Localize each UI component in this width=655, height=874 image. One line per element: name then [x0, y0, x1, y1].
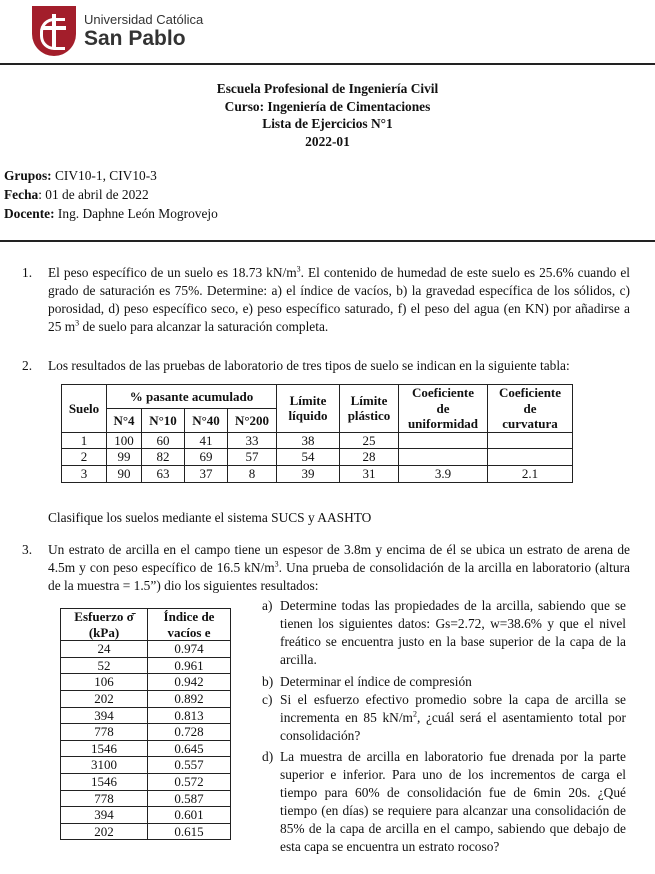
date-label: Fecha	[4, 186, 39, 202]
header-ll: Límite líquido	[277, 385, 340, 433]
divider	[0, 240, 655, 242]
problem-text: Los resultados de las pruebas de laboratorio de tres tipos de suelo se indican en la siguiente tabla:	[48, 358, 570, 373]
groups-value: CIV10-1, CIV10-3	[51, 168, 157, 183]
list-title: Lista de Ejercicios N°1	[262, 116, 393, 132]
subquestion-b: b) Determinar el índice de compresión	[262, 674, 472, 689]
groups-label: Grupos:	[4, 168, 52, 183]
subquestion-a: a) Determine todas las propiedades de la arcilla, sabiendo que se tienen los siguientes datos: Gs=2.72, w=38.6% y que el nivel freático se encuentra justo en la base superior de la capa de la arcilla.	[262, 598, 626, 668]
table-row: 778 0.587	[61, 790, 231, 807]
problem-number: 3.	[22, 542, 33, 557]
divider	[0, 63, 655, 65]
document-header	[0, 80, 655, 151]
table-row: 202 0.615	[61, 823, 231, 840]
table-row: 3 90 63 37 8 39 31 3.9 2.1	[62, 465, 573, 482]
header-cc: Coeficiente de curvatura	[488, 385, 573, 433]
logo-line2: San Pablo	[84, 26, 186, 50]
shield-cross-icon	[32, 6, 76, 56]
period: 2022-01	[305, 134, 350, 150]
logo-line1: Universidad Católica	[84, 12, 204, 28]
consolidation-table	[60, 608, 231, 840]
table-row: 52 0.961	[61, 657, 231, 674]
problem-number: 2.	[22, 358, 33, 373]
problem-3	[22, 541, 630, 595]
table-row: 394 0.601	[61, 807, 231, 824]
table-row: 202 0.892	[61, 690, 231, 707]
table-row: 394 0.813	[61, 707, 231, 724]
date-value: : 01 de abril de 2022	[38, 186, 149, 202]
school-title: Escuela Profesional de Ingeniería Civil	[216, 81, 439, 96]
header-n10: N°10	[142, 408, 185, 432]
problem-1	[22, 264, 630, 336]
soil-results-table	[61, 384, 573, 483]
teacher-label: Docente:	[4, 205, 55, 221]
header-n4: N°4	[107, 408, 142, 432]
table-row: 1546 0.645	[61, 740, 231, 757]
problem-2	[22, 357, 630, 375]
table-row: 778 0.728	[61, 724, 231, 741]
header-void-ratio: Índice de vacíos e	[148, 609, 231, 641]
subquestion-c: c) Si el esfuerzo efectivo promedio sobre la capa de arcilla se incrementa en 85 $kN/m^2$, ¿cuál será el asentamiento total por consolidación?	[262, 692, 626, 744]
document-meta	[4, 167, 218, 223]
problem-text: Un estrato de arcilla en el campo tiene un espesor de 3.8m y encima de él se ubica un estrato de arena de 4.5m y con peso específico de 16.5 $kN/m^3$. Una prueba de consolidación de la arcilla en laboratorio (altura de la muestra = 1.5”) dio los siguientes resultados:	[48, 542, 630, 594]
table-row: 3100 0.557	[61, 757, 231, 774]
course-title: Curso: Ingeniería de Cimentaciones	[224, 98, 431, 114]
classify-instruction: Clasifique los suelos mediante el sistema SUCS y AASHTO	[48, 510, 372, 525]
table-row: 2 99 82 69 57 54 28	[62, 449, 573, 466]
header-lp: Límite plástico	[340, 385, 399, 433]
teacher-value: Ing. Daphne León Mogrovejo	[54, 205, 218, 221]
problem-text: El peso específico de un suelo es 18.73 $kN/m^3$. El contenido de humedad de este suelo es 25.6% cuando el grado de saturación es 75%. Determine: a) el índice de vacíos, b) la gravedad específica de los sólidos, c) porosidad, d) peso específico seco, e) peso específico saturado, f) el peso del agua (en KN) por añadirse a 25 $m^3$ de suelo para alcanzar la saturación completa.	[48, 264, 630, 335]
header-suelo: Suelo	[62, 385, 107, 433]
header-n40: N°40	[185, 408, 228, 432]
header-n200: N°200	[228, 408, 277, 432]
header-pasante: % pasante acumulado	[107, 385, 277, 409]
university-logo	[32, 6, 203, 56]
subquestion-d: d) La muestra de arcilla en laboratorio fue drenada por la parte superior e inferior. Para uno de los incrementos de carga el tiempo para 60% de consolidación fue de 6min 20s. ¿Qué tiempo (en días) se requiere para alcanzar una consolidación de 85% de la capa de arcilla en el campo, sabiendo que debajo de esta capa se encuentra un estrato rocoso?	[262, 749, 626, 855]
header-stress: Esfuerzo σ̄ (kPa)	[61, 609, 148, 641]
table-row: 24 0.974	[61, 641, 231, 658]
table-row: 106 0.942	[61, 674, 231, 691]
problem-number: 1.	[22, 265, 33, 280]
table-row: 1 100 60 41 33 38 25	[62, 432, 573, 449]
table-row: 1546 0.572	[61, 773, 231, 790]
header-cu: Coeficiente de uniformidad	[399, 385, 488, 433]
